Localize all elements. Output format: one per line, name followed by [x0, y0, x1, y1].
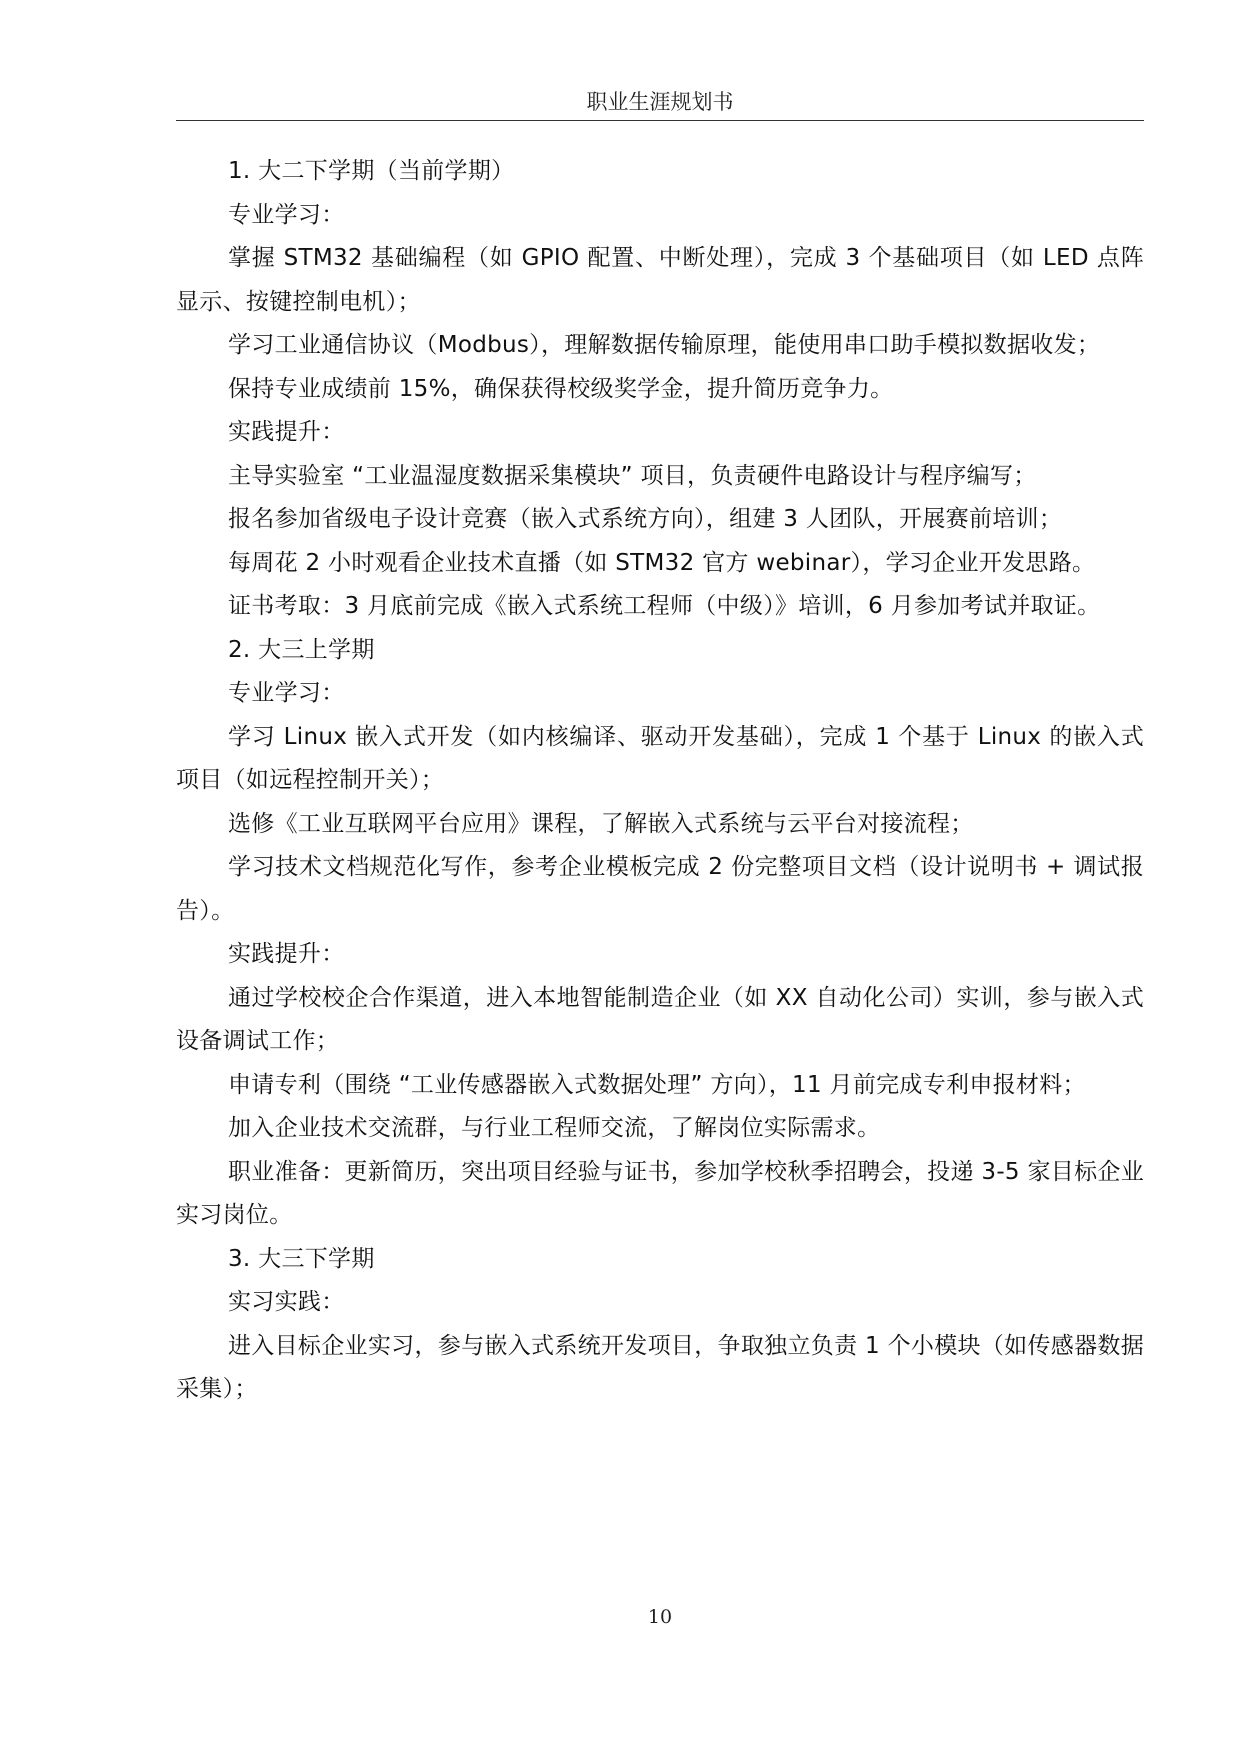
section-heading-semester-2: 2. 大三上学期: [228, 636, 375, 663]
subheading-practice: 实践提升：: [228, 941, 345, 967]
paragraph: 选修《工业互联网平台应用》课程，了解嵌入式系统与云平台对接流程；: [228, 810, 974, 837]
page-number: 10: [647, 1606, 673, 1628]
paragraph-certificate: 证书考取：3 月底前完成《嵌入式系统工程师（中级）》培训，6 月参加考试并取证。: [228, 593, 1101, 619]
section-heading-semester-3: 3. 大三下学期: [228, 1245, 375, 1272]
paragraph: 通过学校校企合作渠道，进入本地智能制造企业（如 XX 自动化公司）实训，参与嵌入式设备调试工作；: [176, 984, 1144, 1054]
page-header-title: 职业生涯规划书: [586, 90, 734, 114]
paragraph: 加入企业技术交流群，与行业工程师交流，了解岗位实际需求。: [228, 1115, 881, 1141]
subheading-internship: 实习实践：: [228, 1289, 345, 1315]
paragraph: 学习技术文档规范化写作，参考企业模板完成 2 份完整项目文档（设计说明书 + 调试报告）。: [176, 854, 1144, 924]
subheading-practice: 实践提升：: [228, 419, 345, 445]
paragraph: 保持专业成绩前 15%，确保获得校级奖学金，提升简历竞争力。: [228, 375, 894, 402]
header-divider: [176, 120, 1144, 121]
paragraph: 学习 Linux 嵌入式开发（如内核编译、驱动开发基础），完成 1 个基于 Linux 的嵌入式项目（如远程控制开关）；: [176, 723, 1144, 793]
paragraph: 每周花 2 小时观看企业技术直播（如 STM32 官方 webinar），学习企业开发思路。: [228, 549, 1096, 576]
document-body: [176, 150, 1144, 1412]
paragraph: 主导实验室 “工业温湿度数据采集模块” 项目，负责硬件电路设计与程序编写；: [228, 462, 1037, 489]
paragraph: 学习工业通信协议（Modbus），理解数据传输原理，能使用串口助手模拟数据收发；: [228, 332, 1101, 358]
paragraph: 进入目标企业实习，参与嵌入式系统开发项目，争取独立负责 1 个小模块（如传感器数据采集）；: [176, 1332, 1144, 1402]
subheading-professional-study: 专业学习：: [228, 201, 345, 228]
paragraph: 掌握 STM32 基础编程（如 GPIO 配置、中断处理），完成 3 个基础项目（如 LED 点阵显示、按键控制电机）；: [176, 245, 1144, 315]
paragraph-career-prep: 职业准备：更新简历，突出项目经验与证书，参加学校秋季招聘会，投递 3-5 家目标企业实习岗位。: [176, 1158, 1144, 1228]
paragraph: 报名参加省级电子设计竞赛（嵌入式系统方向），组建 3 人团队，开展赛前培训；: [228, 506, 1063, 532]
subheading-professional-study: 专业学习：: [228, 680, 345, 706]
section-heading-semester-1: 1. 大二下学期（当前学期）: [228, 158, 515, 184]
paragraph: 申请专利（围绕 “工业传感器嵌入式数据处理” 方向），11 月前完成专利申报材料；: [228, 1071, 1086, 1098]
